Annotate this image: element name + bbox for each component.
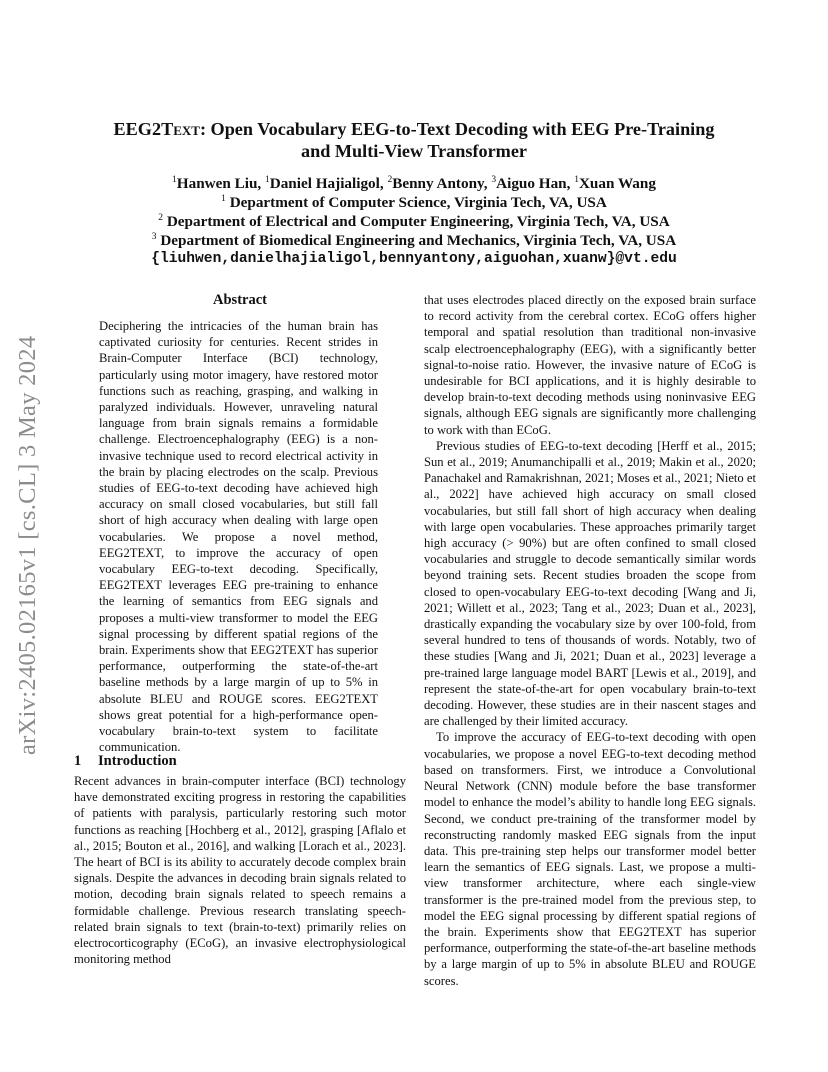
title-text-smallcaps: Text	[161, 119, 200, 139]
author-name: Xuan Wang	[578, 175, 656, 192]
author-name: Aiguo Han,	[496, 175, 575, 192]
section-heading-introduction	[74, 752, 177, 770]
section-title: Introduction	[98, 753, 177, 769]
title-eeg2: EEG2	[113, 119, 162, 139]
author-sup: 2	[387, 175, 393, 185]
affiliation-text: Department of Electrical and Computer Engineering, Virginia Tech, VA, USA	[163, 213, 670, 230]
intro-paragraph-3: To improve the accuracy of EEG-to-text decoding with open vocabularies, we propose a novel EEG-to-text decoding method based on transformers. First, we introduce a Convolutional Neural Network (CNN) module before the base transformer model to enhance the model’s ability to handle long EEG signals. Second, we conduct pre-training of the transformer model by reconstructing randomly masked EEG signals from the input data. This pre-training step helps our transformer model better learn the semantics of EEG signals. Last, we propose a multi-view transformer architecture, where each single-view transformer is the pre-trained model from the previous step, to model the EEG signal processing by different spatial regions of the brain. Experiments show that EEG2TEXT has superior performance, outperforming the state-of-the-art baseline methods by a large margin of up to 5% in absolute BLEU and ROUGE scores.	[424, 730, 756, 988]
paper-title	[60, 118, 768, 162]
intro-paragraph-1: Recent advances in brain-computer interface (BCI) technology have demonstrated exciting progress in restoring the capabilities of patients with paralysis, particularly restoring such motor functions as reaching [Hochberg et al., 2012], grasping [Aflalo et al., 2015; Bouton et al., 2016], and walking [Lorach et al., 2023]. The heart of BCI is its ability to accurately decode complex brain signals. Despite the advances in decoding brain signals related to motion, decoding brain signals related to speech remains a formidable challenge. Previous research translating speech-related brain signals to text (brain-to-text) primarily relies on electrocorticography (ECoG), an invasive electrophysiological monitoring method	[74, 774, 406, 967]
author-name: Benny Antony,	[392, 175, 492, 192]
author-names	[40, 174, 788, 193]
author-block	[40, 174, 788, 269]
affiliation-sup: 1	[221, 194, 226, 204]
author-sup: 3	[491, 175, 497, 185]
title-line2: and Multi-View Transformer	[301, 141, 527, 161]
abstract-heading: Abstract	[213, 292, 267, 308]
affiliation	[40, 212, 788, 231]
title-line1-rest: : Open Vocabulary EEG-to-Text Decoding with EEG Pre-Training	[199, 119, 715, 139]
section-number: 1	[74, 753, 82, 769]
arxiv-stamp: arXiv:2405.02165v1 [cs.CL] 3 May 2024	[14, 335, 41, 755]
intro-paragraph-2: Previous studies of EEG-to-text decoding [Herff et al., 2015; Sun et al., 2019; Anumanchipalli et al., 2019; Makin et al., 2020; Panachakel and Ramakrishnan, 2021; Moses et al., 2021; Nieto et al., 2022] have achieved high accuracy on small closed vocabularies, but still fall short of high accuracy when dealing with large open vocabularies. These approaches primarily target high accuracy (> 90%) but are often confined to small closed vocabularies and struggle to decode semantically similar words beyond training sets. Recent studies broaden the scope from closed to open-vocabulary EEG-to-text decoding [Wang and Ji, 2021; Willett et al., 2023; Tang et al., 2023; Duan et al., 2023], drastically expanding the vocabulary size by over 100-fold, from several hundred to tens of thousands of words. Notably, two of these studies [Wang and Ji, 2021; Duan et al., 2023] leverage a pre-trained large language model BART [Lewis et al., 2019], and represent the state-of-the-art for open vocabulary brain-to-text decoding. However, these studies are in their nascent stages and are challenged by their limited accuracy.	[424, 438, 756, 729]
author-sup: 1	[265, 175, 270, 185]
affiliation-text: Department of Computer Science, Virginia Tech, VA, USA	[225, 194, 607, 211]
author-name: Hanwen Liu,	[176, 175, 265, 192]
author-emails: {liuhwen,danielhajialigol,bennyantony,aiguohan,xuanw}@vt.edu	[151, 251, 677, 267]
affiliation-sup: 2	[158, 213, 164, 223]
affiliation-text: Department of Biomedical Engineering and Mechanics, Virginia Tech, VA, USA	[156, 232, 677, 249]
author-name: Daniel Hajialigol,	[269, 175, 388, 192]
affiliation	[40, 231, 788, 250]
intro-paragraph-1-continued: that uses electrodes placed directly on the exposed brain surface to record activity from the cerebral cortex. ECoG offers higher temporal and spatial resolution than traditional non-invasive scalp electroencephalography (EEG), with a significantly better signal-to-noise ratio. However, the invasive nature of ECoG is undesirable for BCI applications, and it is highly desirable to develop brain-to-text decoding methods using noninvasive EEG signals, although EEG signals are significantly more challenging to work with than ECoG.	[424, 293, 756, 437]
affiliation	[40, 193, 788, 212]
author-sup: 1	[574, 175, 579, 185]
author-sup: 1	[172, 175, 177, 185]
abstract-body: Deciphering the intricacies of the human brain has captivated curiosity for centuries. Recent strides in Brain-Computer Interface (BCI) technology, particularly using motor imagery, have restored motor functions such as reaching, grasping, and walking in paralyzed individuals. However, unraveling natural language from brain signals remains a formidable challenge. Electroencephalography (EEG) is a non-invasive technique used to record electrical activity in the brain by placing electrodes on the scalp. Previous studies of EEG-to-text decoding have achieved high accuracy on small closed vocabularies, but still fall short of high accuracy when dealing with large open vocabularies. We propose a novel method, EEG2TEXT, to improve the accuracy of open vocabulary EEG-to-text decoding. Specifically, EEG2TEXT leverages EEG pre-training to enhance the learning of semantics from EEG signals and proposes a multi-view transformer to model the EEG signal processing by different spatial regions of the brain. Experiments show that EEG2TEXT has superior performance, outperforming the state-of-the-art baseline methods by a large margin of up to 5% in absolute BLEU and ROUGE scores. EEG2TEXT shows great potential for a high-performance open-vocabulary brain-to-text system to facilitate communication.	[99, 319, 378, 755]
right-column	[424, 292, 756, 989]
affiliation-sup: 3	[151, 232, 157, 242]
